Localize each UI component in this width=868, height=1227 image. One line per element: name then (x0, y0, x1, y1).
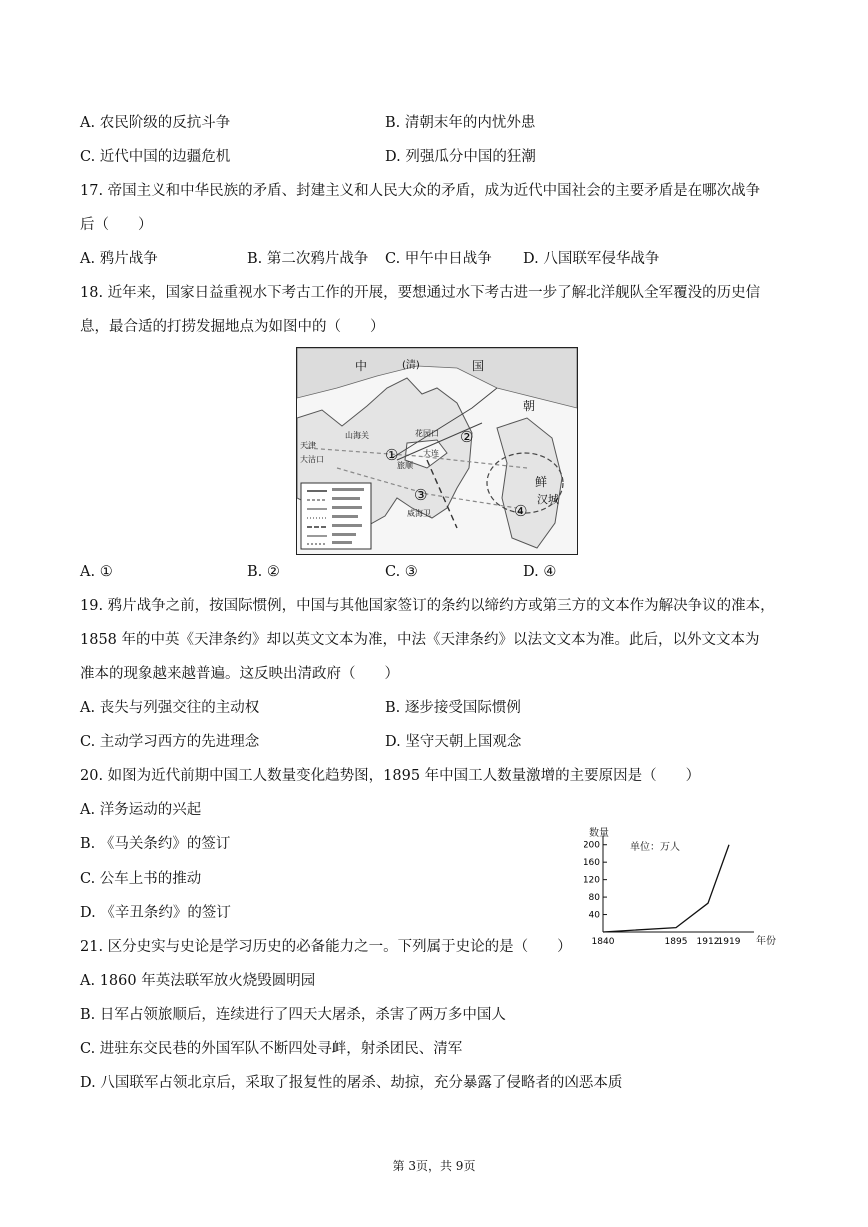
map-marker-1: ① (385, 446, 399, 464)
q21-option-d: D. 八国联军占领北京后，采取了报复性的屠杀、劫掠，充分暴露了侵略者的凶恶本质 (80, 1075, 623, 1091)
map-label-zhong: 中 (355, 359, 368, 373)
q20-stem: 20. 如图为近代前期中国工人数量变化趋势图，1895 年中国工人数量激增的主要原因是（ ） (80, 768, 701, 784)
chart-ylabel: 数量 (589, 828, 609, 839)
map-label-lvshun: 旅顺 (397, 461, 413, 470)
q20-option-a: A. 洋务运动的兴起 (80, 802, 202, 818)
q18-option-d: D. ④ (523, 564, 557, 580)
page-footer: 第 3页，共 9页 (392, 1159, 476, 1173)
q18-map (296, 347, 578, 555)
map-label-dalian: 大连 (423, 449, 439, 458)
map-marker-3: ③ (414, 486, 428, 504)
chart-y-tick-label: 120 (584, 875, 600, 886)
q17-stem-line1: 17. 帝国主义和中华民族的矛盾、封建主义和人民大众的矛盾，成为近代中国社会的主要矛盾是在哪次战争 (80, 183, 761, 199)
chart-x-tick-label: 1912 (696, 937, 720, 947)
map-label-guo: 国 (472, 359, 485, 373)
q17-option-d: D. 八国联军侵华战争 (523, 251, 660, 267)
chart-y-tick-label: 40 (588, 910, 600, 921)
q20-option-d: D. 《辛丑条约》的签订 (80, 905, 231, 921)
q19-option-c: C. 主动学习西方的先进理念 (80, 734, 260, 750)
map-marker-4: ④ (514, 502, 528, 520)
q21-option-c: C. 进驻东交民巷的外国军队不断四处寻衅，射杀团民、清军 (80, 1041, 463, 1057)
q19-option-b: B. 逐步接受国际惯例 (385, 700, 521, 716)
q19-option-a: A. 丧失与列强交往的主动权 (80, 700, 260, 716)
q17-option-b: B. 第二次鸦片战争 (247, 251, 369, 267)
q19-stem-line2: 1858 年的中英《天津条约》却以英文文本为准，中法《天津条约》以法文文本为准。此后，以外文文本为 (80, 632, 760, 648)
chart-x-tick-label: 1895 (664, 937, 688, 947)
chart-x-tick-label: 1919 (717, 937, 741, 947)
q17-option-a: A. 鸦片战争 (80, 251, 158, 267)
q18-stem-line2: 息，最合适的打捞发掘地点为如图中的（ ） (80, 319, 385, 335)
q17-stem-line2: 后（ ） (80, 217, 153, 233)
q16-option-a: A. 农民阶级的反抗斗争 (80, 115, 231, 131)
map-label-huayuankou: 花园口 (415, 429, 439, 438)
chart-y-tick-label: 80 (588, 893, 600, 904)
q16-option-d: D. 列强瓜分中国的狂潮 (385, 149, 536, 165)
chart-y-tick-label: 200 (584, 840, 600, 851)
q16-option-c: C. 近代中国的边疆危机 (80, 149, 231, 165)
q21-option-b: B. 日军占领旅顺后，连续进行了四天大屠杀，杀害了两万多中国人 (80, 1007, 506, 1023)
chart-series-line (603, 845, 729, 932)
q19-option-d: D. 坚守天朝上国观念 (385, 734, 522, 750)
map-drawing (297, 348, 577, 554)
chart-y-tick-label: 160 (584, 858, 600, 869)
q20-option-c: C. 公车上书的推动 (80, 871, 202, 887)
map-label-shanhaiguan: 山海关 (345, 431, 369, 440)
q21-option-a: A. 1860 年英法联军放火烧毁圆明园 (80, 973, 316, 989)
chart-unit: 单位：万人 (630, 842, 680, 853)
q18-option-a: A. ① (80, 564, 113, 580)
map-marker-2: ② (460, 428, 474, 446)
map-label-dagukou: 大沽口 (300, 455, 324, 464)
q18-option-c: C. ③ (385, 564, 418, 580)
map-label-qing: (清) (402, 360, 420, 371)
q19-stem-line3: 准本的现象越来越普遍。这反映出清政府（ ） (80, 666, 399, 682)
q18-option-b: B. ② (247, 564, 280, 580)
q20-option-b: B. 《马关条约》的签订 (80, 836, 231, 852)
worker-count-chart (584, 822, 784, 952)
map-label-tianjin: 天津 (300, 441, 316, 450)
map-label-hancheng: 汉城 (537, 493, 559, 506)
chart-xlabel: 年份 (756, 936, 776, 947)
map-label-xian: 鲜 (535, 475, 548, 489)
map-label-chao: 朝 (523, 399, 536, 413)
q19-stem-line1: 19. 鸦片战争之前，按国际惯例，中国与其他国家签订的条约以缔约方或第三方的文本作为解决争议的准本， (80, 598, 775, 614)
map-label-weihaiwei: 威海卫 (407, 509, 431, 518)
q16-option-b: B. 清朝末年的内忧外患 (385, 115, 536, 131)
q18-stem-line1: 18. 近年来，国家日益重视水下考古工作的开展，要想通过水下考古进一步了解北洋舰队全军覆没的历史信 (80, 285, 761, 301)
q17-option-c: C. 甲午中日战争 (385, 251, 492, 267)
worker-count-chart-svg (584, 822, 784, 952)
chart-x-tick-label: 1840 (591, 937, 615, 947)
q21-stem: 21. 区分史实与史论是学习历史的必备能力之一。下列属于史论的是（ ） (80, 939, 572, 955)
